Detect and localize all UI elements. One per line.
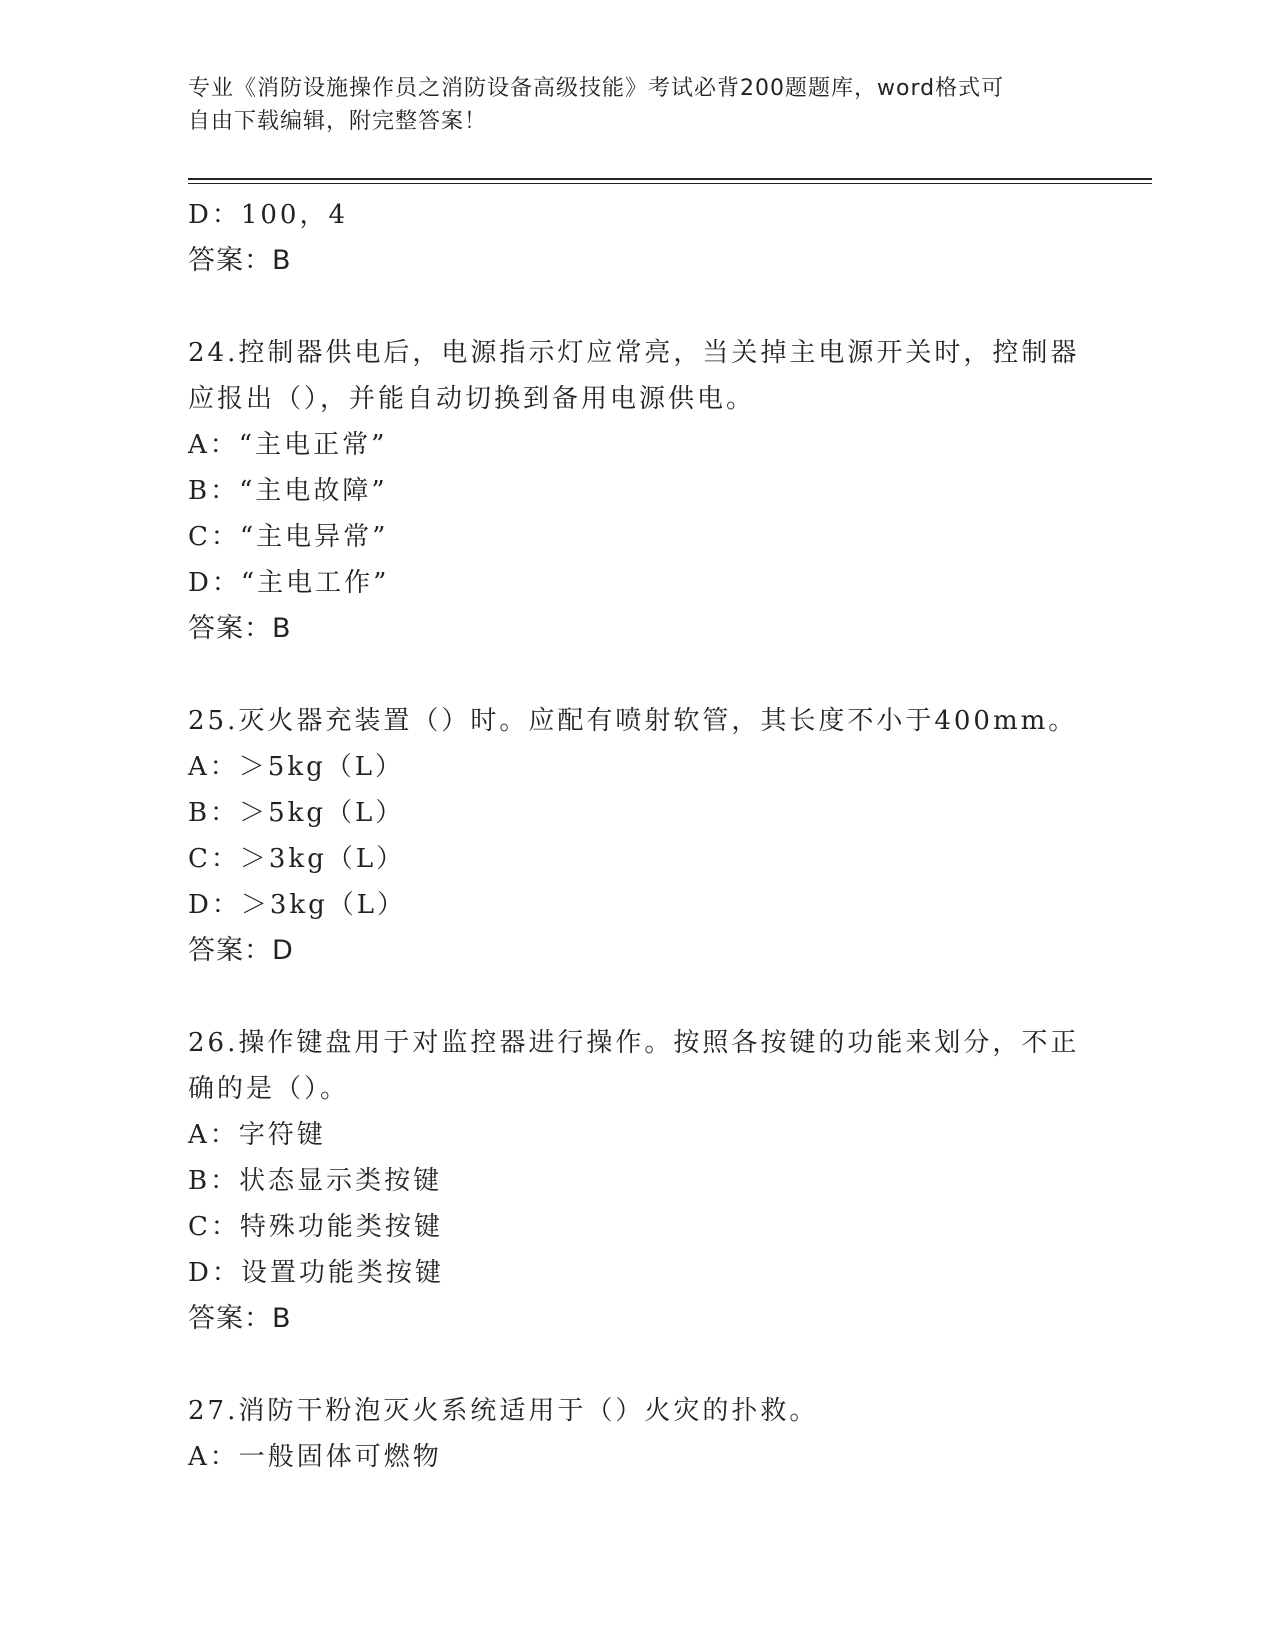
option-d: D：＞3kg（L） (188, 890, 407, 920)
option-c: C：“主电异常” (188, 522, 389, 552)
option-a: A：一般固体可燃物 (188, 1442, 442, 1472)
option-c: C：＞3kg（L） (188, 844, 406, 874)
answer-line: 答案：B (188, 1303, 292, 1334)
document-body (188, 192, 1088, 1480)
option-a: A：＞5kg（L） (188, 752, 404, 782)
spacer (188, 974, 1088, 1020)
question-25 (188, 698, 1088, 974)
question-text: 应报出（），并能自动切换到备用电源供电。 (188, 384, 756, 414)
answer-line: 答案：B (188, 613, 292, 644)
option-a: A：字符键 (188, 1120, 326, 1150)
option-b: B：“主电故障” (188, 476, 388, 506)
question-text: 确的是（）。 (188, 1074, 350, 1104)
spacer (188, 1342, 1088, 1388)
answer-line: 答案：B (188, 245, 292, 276)
question-text: 27.消防干粉泡灭火系统适用于（）火灾的扑救。 (188, 1396, 819, 1426)
header-line-1: 专业《消防设施操作员之消防设备高级技能》考试必背200题题库，word格式可 (188, 76, 1005, 101)
header-rule-thick (188, 178, 1152, 180)
spacer (188, 284, 1088, 330)
option-b: B：状态显示类按键 (188, 1166, 443, 1196)
option-d: D：100，4 (188, 200, 349, 230)
header-line-2: 自由下载编辑，附完整答案！ (188, 109, 488, 134)
header-rule-thin (188, 183, 1152, 184)
question-text: 26.操作键盘用于对监控器进行操作。按照各按键的功能来划分，不正 (188, 1028, 1080, 1058)
answer-line: 答案：D (188, 935, 294, 966)
option-d: D：“主电工作” (188, 568, 390, 598)
spacer (188, 652, 1088, 698)
document-header (188, 72, 1088, 138)
option-b: B：＞5kg（L） (188, 798, 405, 828)
question-text: 24.控制器供电后，电源指示灯应常亮，当关掉主电源开关时，控制器 (188, 338, 1080, 368)
question-24 (188, 330, 1088, 652)
option-d: D：设置功能类按键 (188, 1258, 444, 1288)
option-a: A：“主电正常” (188, 430, 388, 460)
question-26 (188, 1020, 1088, 1342)
question-27 (188, 1388, 1088, 1480)
question-text: 25.灭火器充装置（）时。应配有喷射软管，其长度不小于400mm。 (188, 706, 1078, 736)
option-c: C：特殊功能类按键 (188, 1212, 443, 1242)
